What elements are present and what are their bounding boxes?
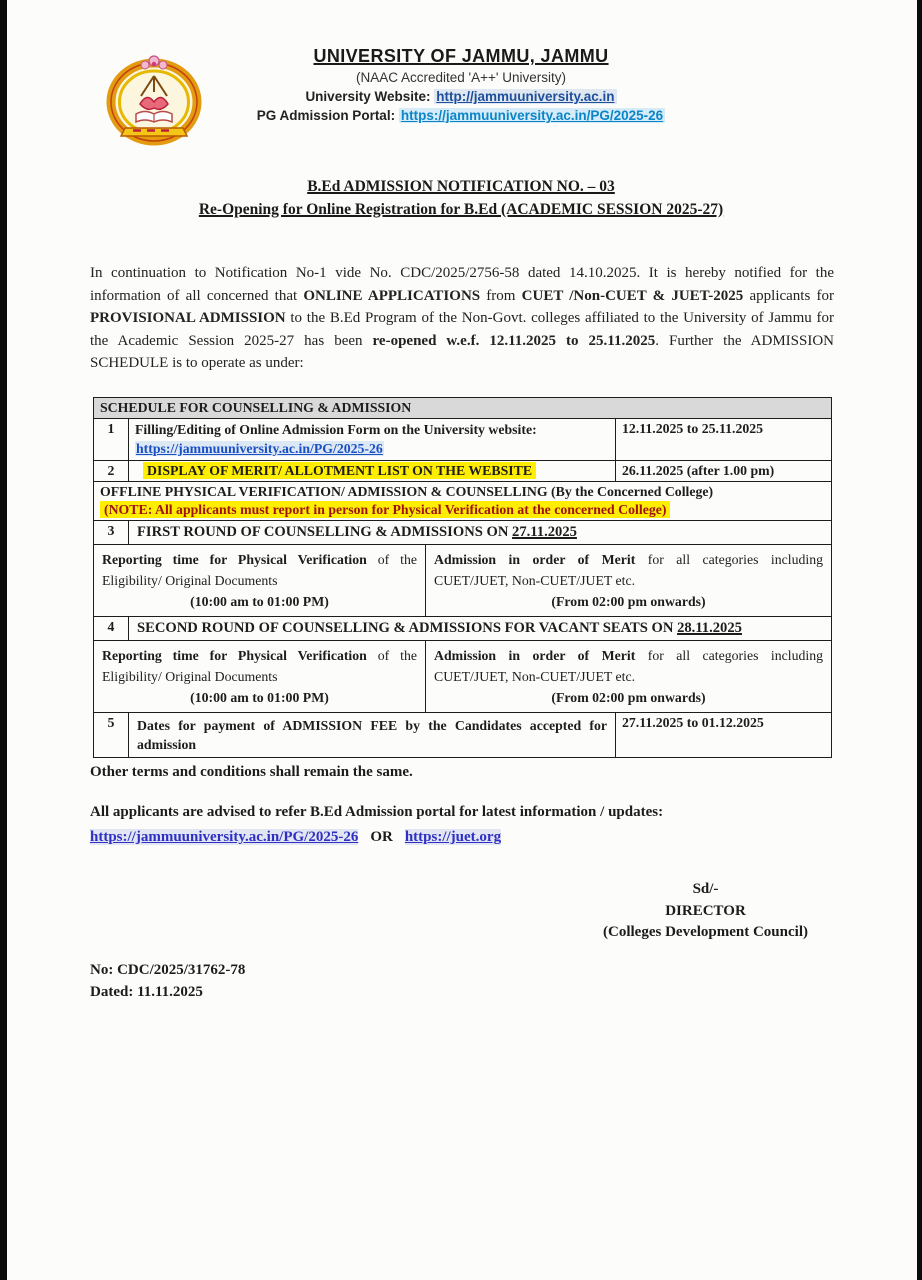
table-row	[94, 521, 832, 545]
signature-sd: Sd/-	[692, 881, 719, 897]
reference-block	[90, 960, 245, 1003]
row5-date: 27.11.2025 to 01.12.2025	[616, 713, 832, 758]
row5-description: Dates for payment of ADMISSION FEE by the Candidates accepted for admission	[129, 713, 616, 758]
table-row	[94, 641, 832, 713]
university-website-link[interactable]: http://jammuuniversity.ac.in	[436, 89, 615, 104]
table-row	[94, 482, 832, 521]
row4-description	[129, 617, 832, 641]
signature-dept: (Colleges Development Council)	[603, 924, 808, 940]
round1-right-time: (From 02:00 pm onwards)	[551, 594, 706, 609]
round1-left-time: (10:00 am to 01:00 PM)	[190, 594, 329, 609]
table-row	[94, 398, 832, 419]
notification-titles	[0, 175, 922, 221]
advice-paragraph	[90, 800, 834, 850]
round2-left-rest: of the Eligibility/ Original Documents	[102, 648, 417, 684]
offline-note: (NOTE: All applicants must report in person for Physical Verification at the concerned College)	[100, 501, 670, 518]
pg-admission-portal-link[interactable]: https://jammuuniversity.ac.in/PG/2025-26	[400, 108, 664, 123]
intro-part2: from	[480, 287, 522, 304]
row3-date: 27.11.2025	[512, 524, 577, 540]
row2-highlighted-text: DISPLAY OF MERIT/ ALLOTMENT LIST ON THE WEBSITE	[143, 462, 536, 479]
round2-right-bold: Admission in order of Merit	[434, 648, 636, 663]
table-row	[94, 713, 832, 758]
notification-title: B.Ed ADMISSION NOTIFICATION NO. – 03	[307, 178, 615, 195]
advice-or: OR	[370, 829, 393, 845]
row5-number: 5	[94, 713, 129, 758]
row4-number: 4	[94, 617, 129, 641]
row1-description	[129, 419, 616, 461]
portal-label: PG Admission Portal:	[256, 108, 396, 123]
table-title: SCHEDULE FOR COUNSELLING & ADMISSION	[94, 398, 832, 419]
round1-right-cell	[426, 545, 832, 617]
reference-number: No: CDC/2025/31762-78	[90, 962, 246, 978]
round2-left-cell	[94, 641, 426, 713]
offline-line: OFFLINE PHYSICAL VERIFICATION/ ADMISSION & COUNSELLING (By the Concerned College)	[100, 484, 714, 499]
row2-number: 2	[94, 461, 129, 482]
row2-date: 26.11.2025 (after 1.00 pm)	[616, 461, 832, 482]
advice-text: All applicants are advised to refer B.Ed Admission portal for latest information / updates:	[90, 804, 664, 820]
intro-part3: applicants for	[743, 287, 834, 304]
table-row	[94, 617, 832, 641]
round1-left-cell	[94, 545, 426, 617]
letterhead	[0, 46, 922, 123]
round2-left-bold: Reporting time for Physical Verification	[102, 648, 367, 663]
website-label: University Website:	[305, 89, 431, 104]
row3-description	[129, 521, 832, 545]
intro-part5: . Further the ADMISSION SCHEDULE is to operate as under:	[90, 332, 835, 372]
round2-left-time: (10:00 am to 01:00 PM)	[190, 690, 329, 705]
row4-text: SECOND ROUND OF COUNSELLING & ADMISSIONS FOR VACANT SEATS ON	[137, 620, 678, 636]
round1-right-rest: for all categories including CUET/JUET, Non-CUET/JUET etc.	[434, 552, 824, 588]
table-row	[94, 461, 832, 482]
terms-line: Other terms and conditions shall remain the same.	[90, 764, 413, 780]
advice-juet-link[interactable]: https://juet.org	[404, 829, 502, 845]
round1-left-bold: Reporting time for Physical Verification	[102, 552, 367, 567]
row1-portal-link[interactable]: https://jammuuniversity.ac.in/PG/2025-26	[136, 440, 383, 456]
university-name: UNIVERSITY OF JAMMU, JAMMU	[313, 46, 609, 66]
table-row	[94, 545, 832, 617]
round1-right-bold: Admission in order of Merit	[434, 552, 636, 567]
intro-bold-provisional: PROVISIONAL ADMISSION	[90, 310, 286, 327]
round2-right-rest: for all categories including CUET/JUET, Non-CUET/JUET etc.	[434, 648, 824, 684]
intro-part4: to the B.Ed Program of the Non-Govt. colleges affiliated to the University of Jammu for the Academic Session 2025-27 has been	[90, 310, 834, 349]
schedule-table	[93, 397, 832, 758]
intro-bold-online-applications: ONLINE APPLICATIONS	[303, 287, 481, 304]
portal-line	[0, 108, 922, 123]
round1-left-rest: of the Eligibility/ Original Documents	[102, 552, 417, 588]
reference-date: Dated: 11.11.2025	[90, 983, 203, 1000]
row3-text: FIRST ROUND OF COUNSELLING & ADMISSIONS ON	[137, 524, 513, 540]
notification-subtitle: Re-Opening for Online Registration for B.Ed (ACADEMIC SESSION 2025-27)	[198, 201, 724, 218]
advice-portal-link[interactable]: https://jammuuniversity.ac.in/PG/2025-26	[90, 829, 359, 845]
table-row	[94, 419, 832, 461]
signature-title: DIRECTOR	[665, 902, 746, 919]
intro-bold-reopened: re-opened w.e.f. 12.11.2025 to 25.11.2025	[372, 332, 656, 349]
row1-number: 1	[94, 419, 129, 461]
accreditation-line: (NAAC Accredited 'A++' University)	[356, 70, 566, 85]
intro-paragraph	[90, 262, 834, 375]
round2-right-time: (From 02:00 pm onwards)	[551, 690, 706, 705]
offline-row	[94, 482, 832, 521]
row4-date: 28.11.2025	[677, 620, 742, 636]
round2-right-cell	[426, 641, 832, 713]
intro-bold-cuet: CUET /Non-CUET & JUET-2025	[521, 287, 744, 304]
row1-date: 12.11.2025 to 25.11.2025	[616, 419, 832, 461]
signature-block	[588, 879, 823, 944]
intro-part1: In continuation to Notification No-1 vide No. CDC/2025/2756-58 dated 14.10.2025. It is hereby notified for the information of all concerned that	[90, 265, 834, 304]
row2-description	[129, 461, 616, 482]
row1-text: Filling/Editing of Online Admission Form on the University website:	[135, 422, 537, 437]
website-line	[0, 89, 922, 104]
row3-number: 3	[94, 521, 129, 545]
